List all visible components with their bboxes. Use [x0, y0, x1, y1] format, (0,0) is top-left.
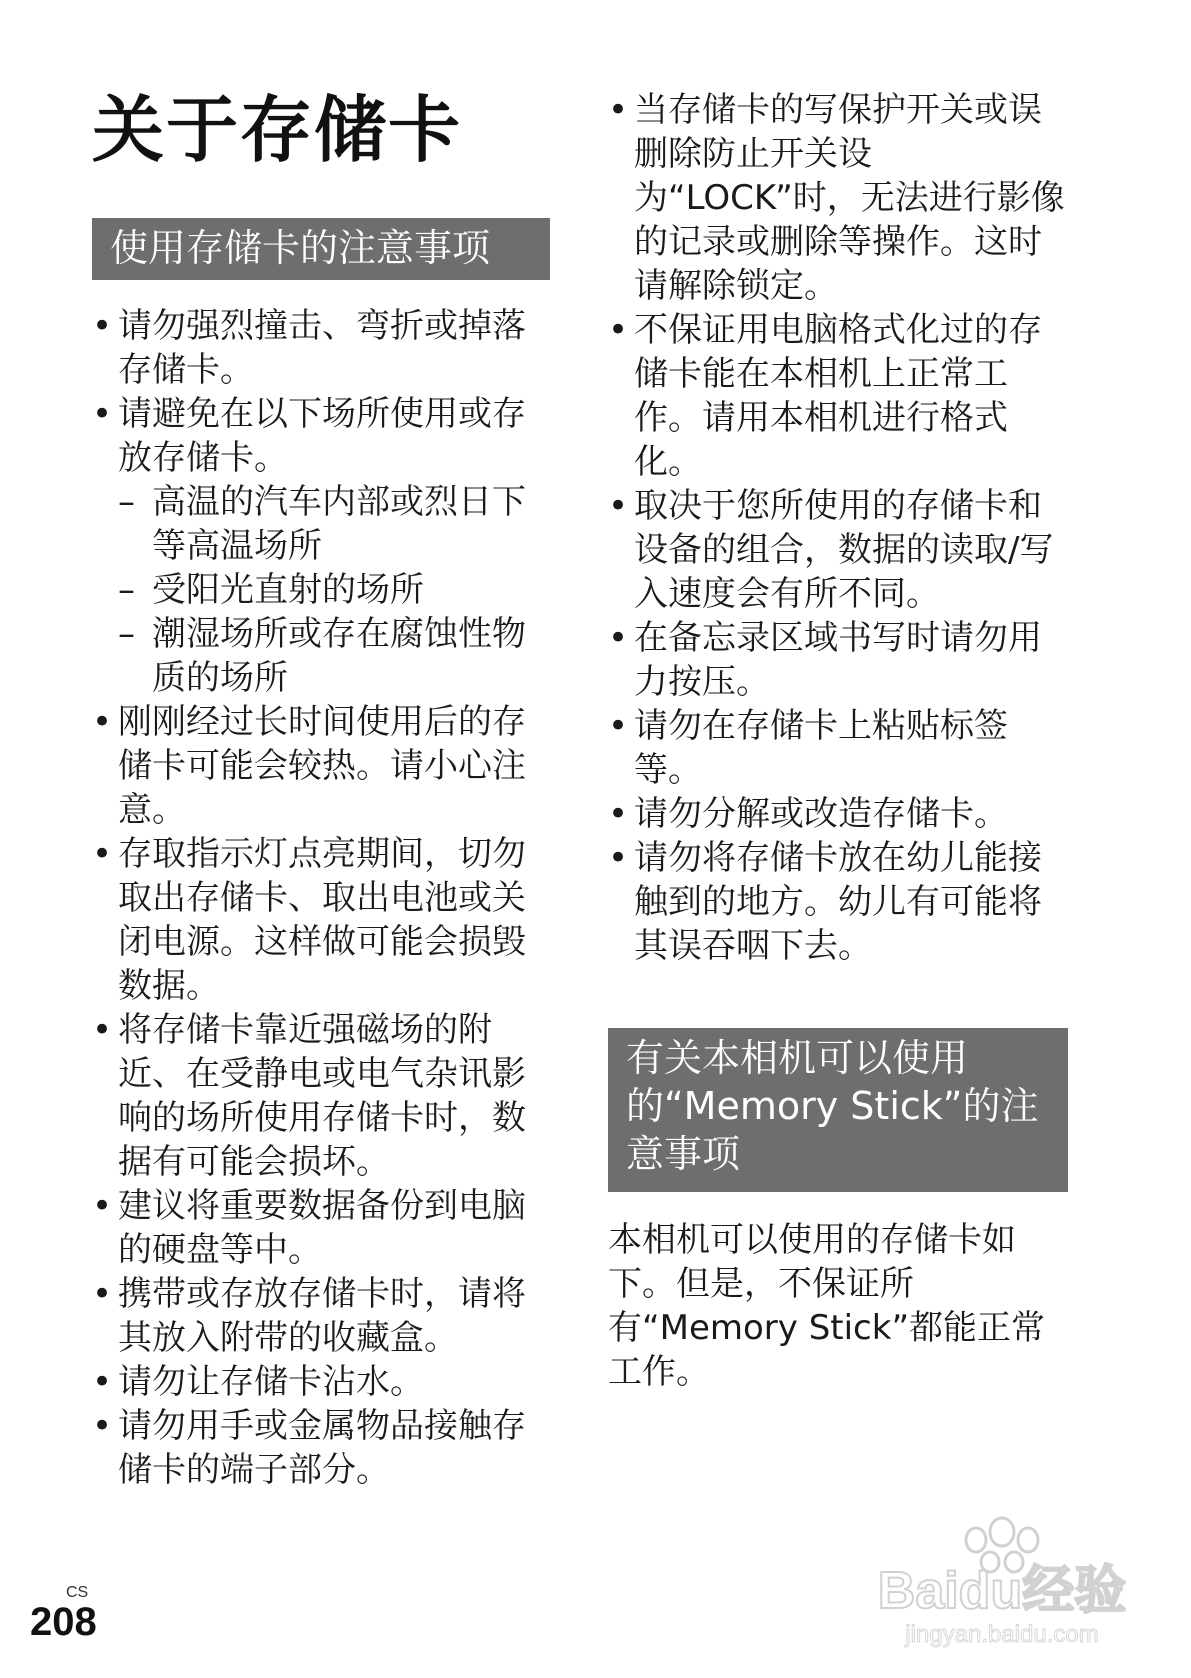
bullet-text: 当存储卡的写保护开关或误删除防止开关设为“LOCK”时，无法进行影像的记录或删除等操作。这时请解除锁定。: [634, 90, 1065, 306]
watermark-url: jingyan.baidu.com: [905, 1621, 1099, 1648]
baidu-jingyan-watermark-logo: [852, 1500, 1152, 1650]
page-number: 208: [30, 1600, 97, 1644]
list-item: [608, 704, 1070, 792]
sublist-item: – 潮湿场所或存在腐蚀性物质的场所: [118, 612, 554, 700]
list-item: [92, 832, 554, 1008]
location-sublist: [118, 480, 554, 700]
bullet-text: 不保证用电脑格式化过的存储卡能在本相机上正常工作。请用本相机进行格式化。: [634, 310, 1042, 482]
bullet-text: 请勿用手或金属物品接触存储卡的端子部分。: [118, 1406, 526, 1490]
bullet-text: 刚刚经过长时间使用后的存储卡可能会较热。请小心注意。: [118, 702, 526, 830]
list-item: [92, 700, 554, 832]
section-header-memory-stick: 有关本相机可以使用的“Memory Stick”的注意事项: [608, 1028, 1068, 1192]
list-item: [92, 1360, 554, 1404]
list-item: [608, 484, 1070, 616]
bullet-text: 请勿分解或改造存储卡。: [634, 794, 1008, 834]
bullet-text: 请勿在存储卡上粘贴标签等。: [634, 706, 1008, 790]
bullet-text: 在备忘录区域书写时请勿用力按压。: [634, 618, 1042, 702]
list-item: [608, 836, 1070, 968]
page-title: 关于存储卡: [92, 88, 463, 172]
list-item: [608, 792, 1070, 836]
bullet-text: 请勿将存储卡放在幼儿能接触到的地方。幼儿有可能将其误吞咽下去。: [634, 838, 1042, 966]
sublist-item: – 受阳光直射的场所: [118, 568, 554, 612]
list-item: [608, 308, 1070, 484]
list-item: [608, 88, 1070, 308]
bullet-text: 请避免在以下场所使用或存放存储卡。: [118, 394, 526, 478]
list-item: [92, 1184, 554, 1272]
bullet-text: 建议将重要数据备份到电脑的硬盘等中。: [118, 1186, 526, 1270]
precautions-list-left: [92, 304, 554, 1492]
bullet-text: 请勿强烈撞击、弯折或掉落存储卡。: [118, 306, 526, 390]
list-item: [92, 1008, 554, 1184]
bullet-text: 请勿让存储卡沾水。: [118, 1362, 424, 1402]
bullet-text: 将存储卡靠近强磁场的附近、在受静电或电气杂讯影响的场所使用存储卡时，数据有可能会损坏。: [118, 1010, 526, 1182]
section-header-precautions: 使用存储卡的注意事项: [92, 218, 550, 280]
memory-stick-paragraph: 本相机可以使用的存储卡如下。但是，不保证所有“Memory Stick”都能正常工作。: [608, 1220, 1046, 1392]
sublist-item: – 高温的汽车内部或烈日下等高温场所: [118, 480, 554, 568]
list-item: [92, 1404, 554, 1492]
list-item: [608, 616, 1070, 704]
language-code: CS: [66, 1584, 89, 1601]
watermark-brand: Baidu经验: [877, 1562, 1127, 1620]
list-item: [92, 304, 554, 392]
precautions-list-right: [608, 88, 1070, 968]
bullet-text: 存取指示灯点亮期间，切勿取出存储卡、取出电池或关闭电源。这样做可能会损毁数据。: [118, 834, 526, 1006]
list-item: [92, 392, 554, 700]
list-item: [92, 1272, 554, 1360]
bullet-text: 取决于您所使用的存储卡和设备的组合，数据的读取/写入速度会有所不同。: [634, 486, 1054, 614]
bullet-text: 携带或存放存储卡时，请将其放入附带的收藏盒。: [118, 1274, 526, 1358]
